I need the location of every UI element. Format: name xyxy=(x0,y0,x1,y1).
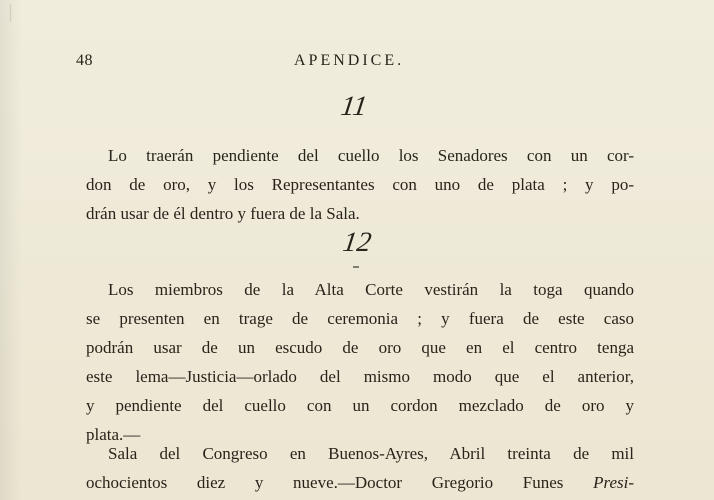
text-line: este lema—Justicia—orlado del mismo modo que el anterior, xyxy=(86,367,634,386)
printer-mark xyxy=(353,266,359,268)
article-number-12: 12 xyxy=(340,227,374,258)
text-fragment: ochocientos diez y nueve.—Doctor Gregorio Funes xyxy=(86,473,564,492)
page-number: 48 xyxy=(76,52,93,69)
text-line: podrán usar de un escudo de oro que en el centro tenga xyxy=(86,338,634,357)
article-12-paragraph xyxy=(86,275,634,449)
article-11-paragraph xyxy=(86,141,634,228)
article-number-11: 11 xyxy=(338,91,370,122)
text-line: drán usar de él dentro y fuera de la Sala. xyxy=(86,204,360,223)
text-line: y pendiente del cuello con un cordon mezclado de oro y xyxy=(86,396,634,415)
text-line-with-italic xyxy=(86,468,634,497)
running-head xyxy=(76,52,636,76)
bleed-fragment: ∣ xyxy=(6,2,15,22)
text-line: plata.— xyxy=(86,425,141,444)
closing-paragraph xyxy=(86,439,634,497)
text-line: Lo traerán pendiente del cuello los Senadores con un cor- xyxy=(108,146,634,165)
text-line: don de oro, y los Representantes con uno de plata ; y po- xyxy=(86,175,634,194)
text-line: Los miembros de la Alta Corte vestirán la toga quando xyxy=(108,280,634,299)
running-title: APENDICE. xyxy=(294,52,405,69)
italic-fragment: Presi- xyxy=(593,473,634,492)
text-line: se presenten en trage de ceremonia ; y fuera de este caso xyxy=(86,309,634,328)
text-line: Sala del Congreso en Buenos-Ayres, Abril treinta de mil xyxy=(108,444,634,463)
